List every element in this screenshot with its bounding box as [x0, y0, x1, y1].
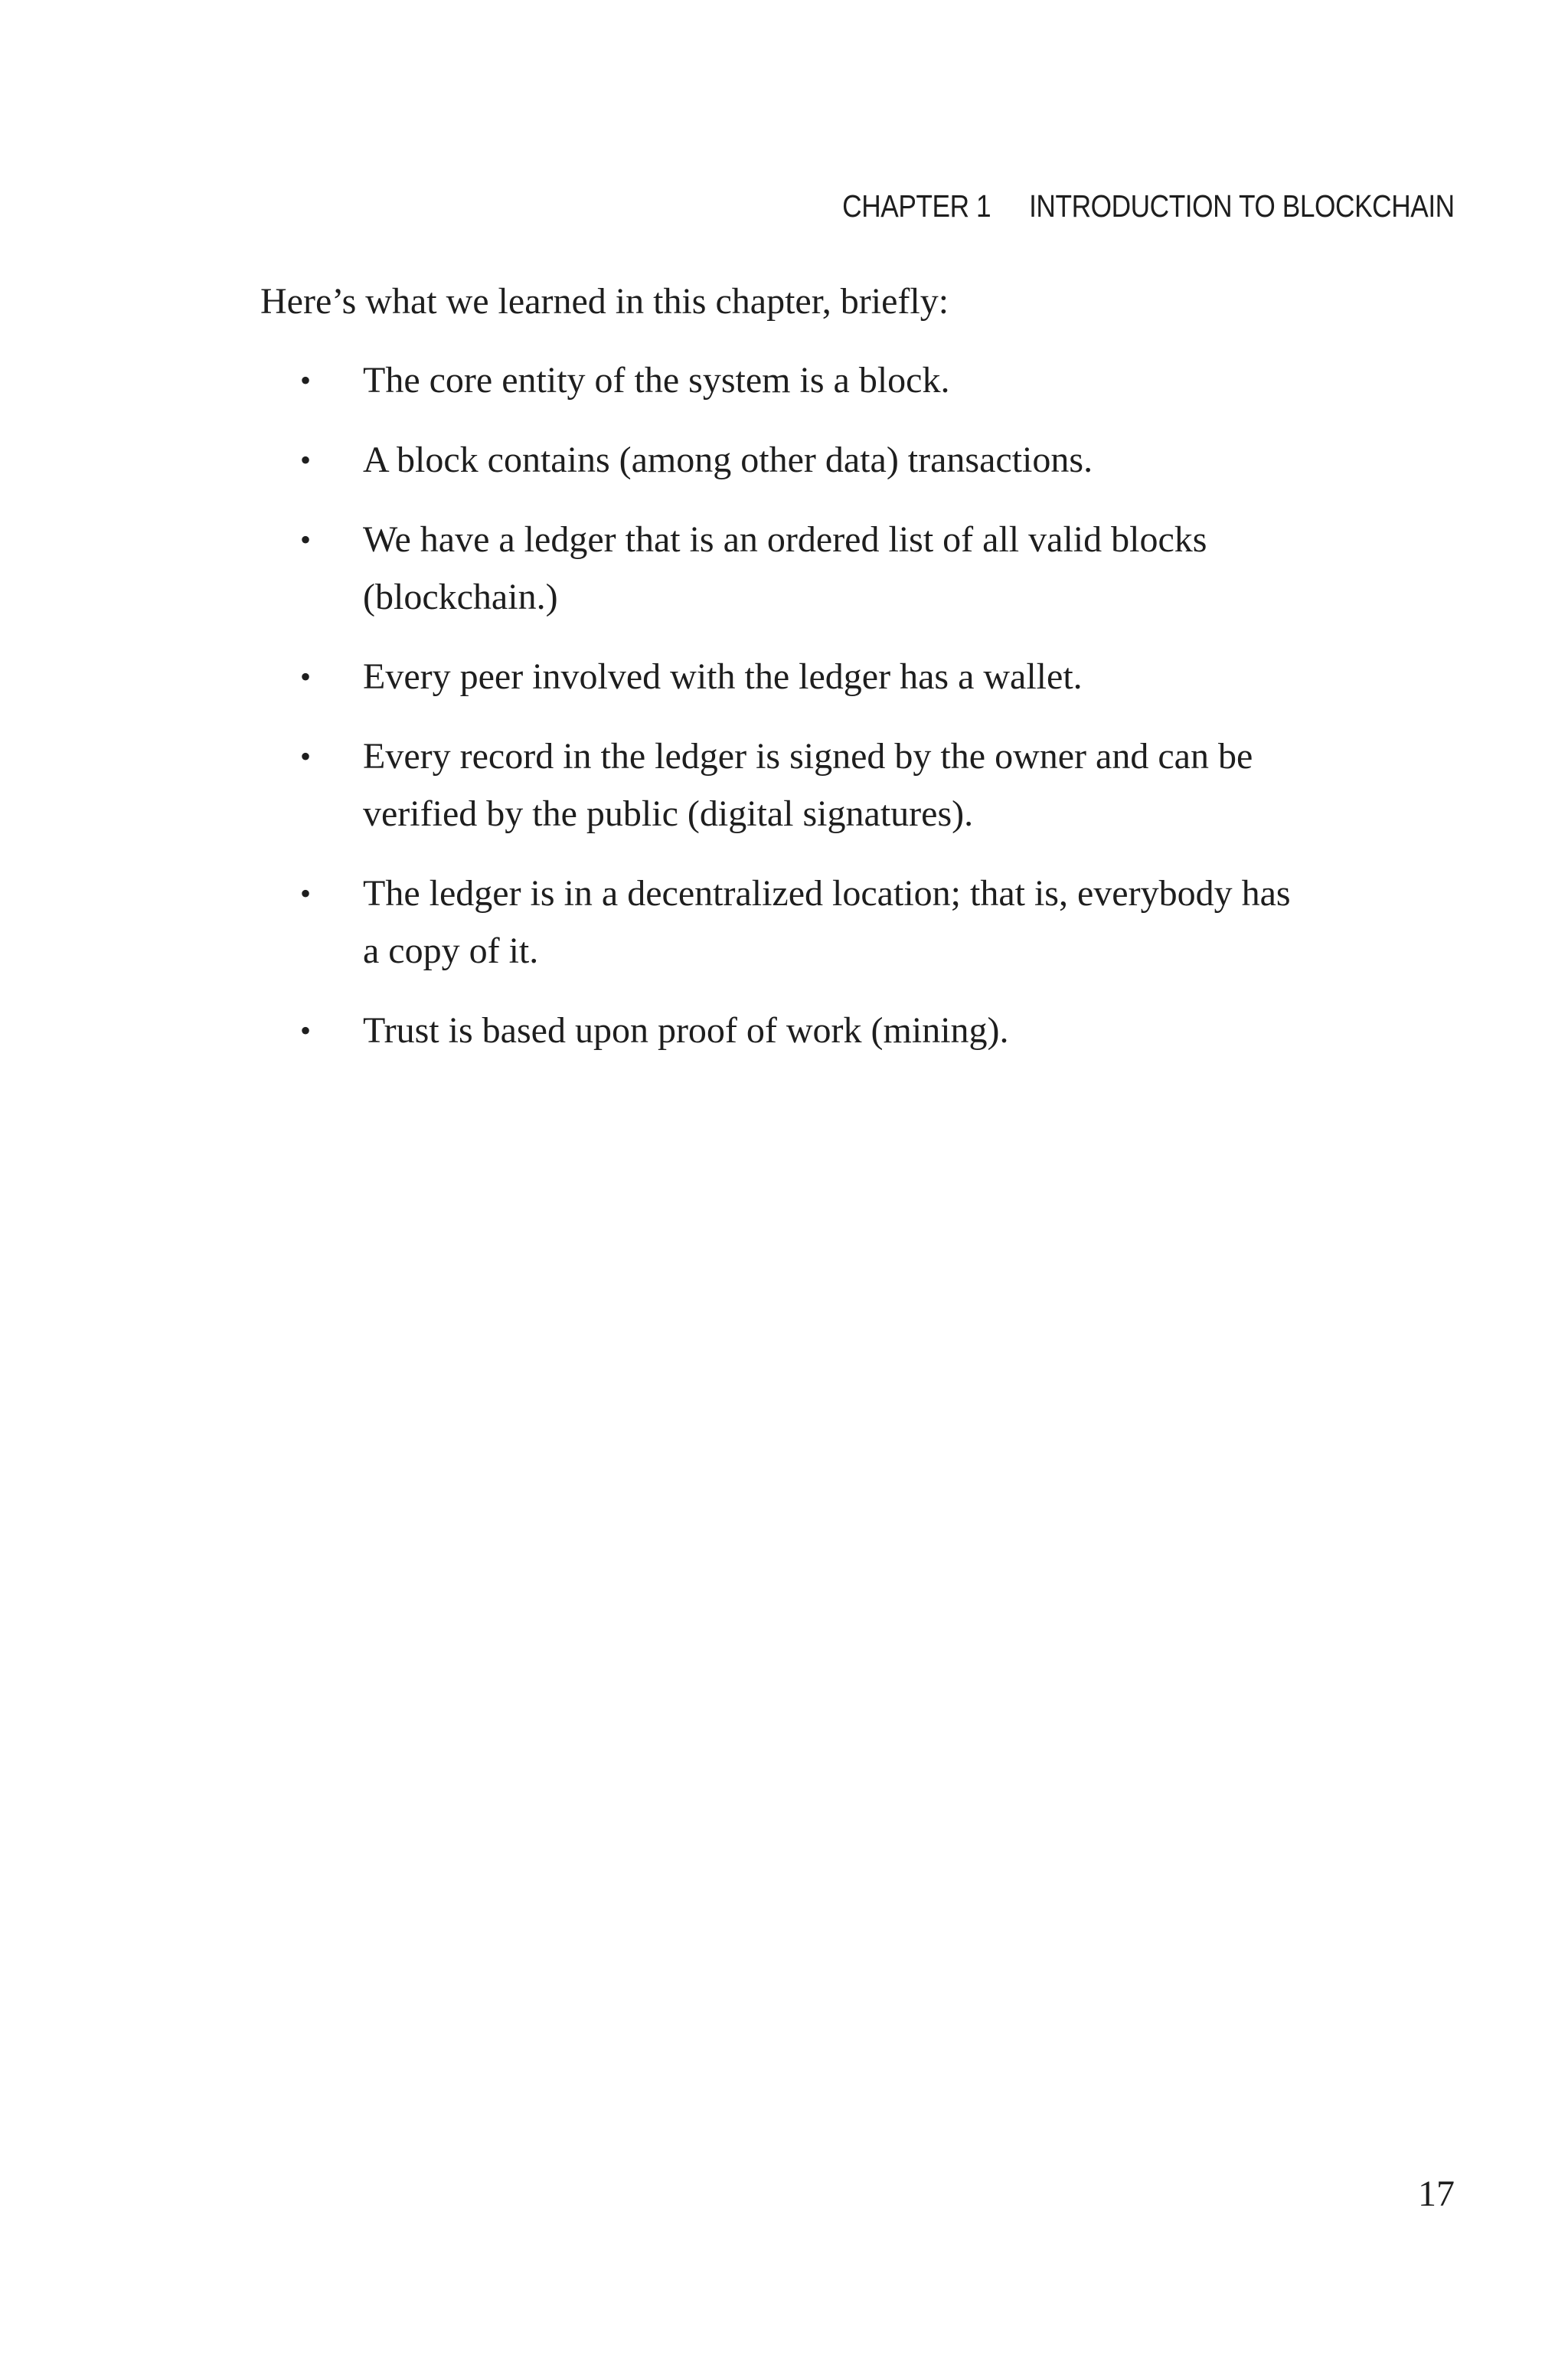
bullet-icon: • [300, 363, 312, 397]
list-item [260, 1002, 1297, 1059]
chapter-label: CHAPTER 1 [842, 188, 991, 224]
list-item [260, 648, 1297, 705]
bullet-icon: • [300, 876, 312, 911]
list-item [260, 865, 1297, 980]
list-item [260, 352, 1297, 409]
list-item-text: The ledger is in a decentralized location; that is, everybody has a copy of it. [363, 873, 1291, 971]
chapter-title: INTRODUCTION TO BLOCKCHAIN [1029, 188, 1455, 224]
list-item-text: The core entity of the system is a block. [363, 360, 950, 401]
bullet-icon: • [300, 1013, 312, 1048]
bullet-icon: • [300, 739, 312, 774]
list-item [260, 728, 1297, 842]
bullet-icon: • [300, 522, 312, 557]
intro-paragraph: Here’s what we learned in this chapter, briefly: [260, 281, 949, 322]
bullet-icon: • [300, 443, 312, 477]
summary-list [260, 352, 1332, 1059]
page-body [260, 273, 1332, 1081]
list-item [260, 511, 1297, 626]
list-item-text: Every peer involved with the ledger has a wallet. [363, 656, 1083, 697]
list-item-text: Every record in the ledger is signed by the owner and can be verified by the public (digital signatures). [363, 736, 1253, 834]
page-number: 17 [1418, 2174, 1455, 2214]
running-header [842, 187, 1455, 225]
list-item-text: A block contains (among other data) transactions. [363, 440, 1093, 480]
list-item-text: We have a ledger that is an ordered list of all valid blocks (blockchain.) [363, 519, 1207, 617]
bullet-icon: • [300, 659, 312, 694]
list-item-text: Trust is based upon proof of work (mining). [363, 1010, 1009, 1051]
list-item [260, 431, 1297, 489]
